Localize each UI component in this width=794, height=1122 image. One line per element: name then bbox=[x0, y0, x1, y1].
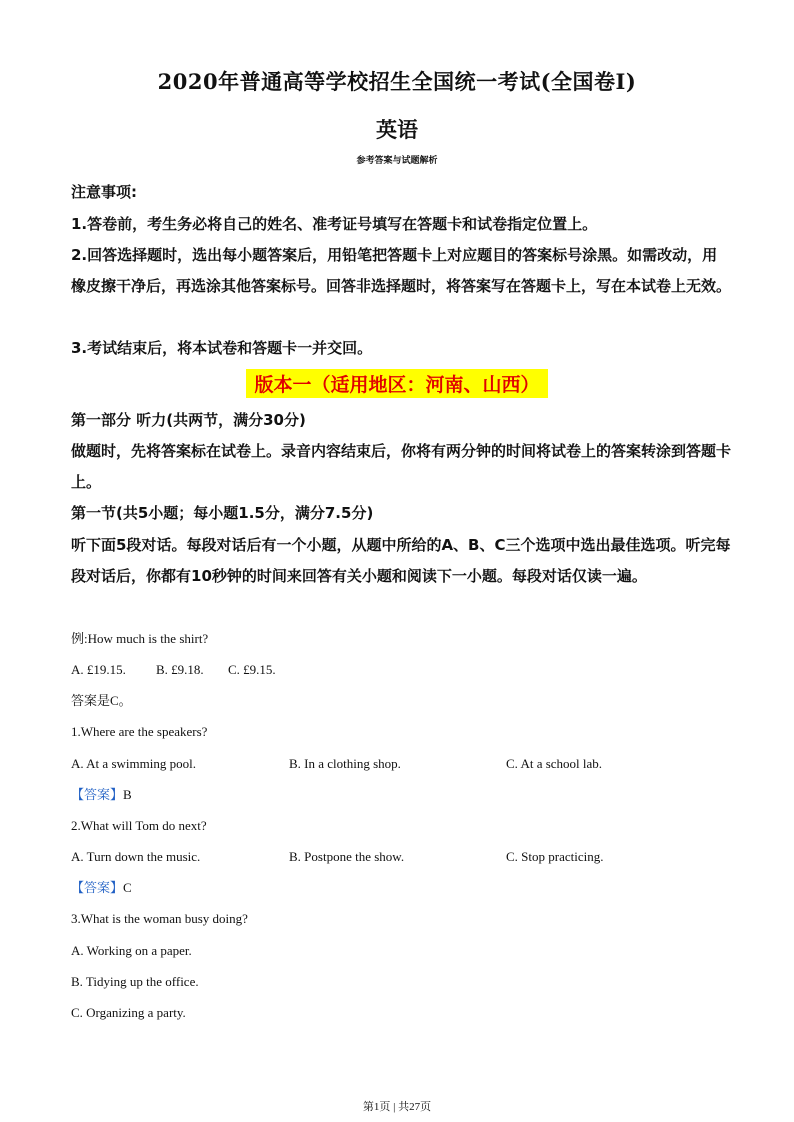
version-banner-row bbox=[0, 369, 794, 398]
section1-heading: 第一节(共5小题；每小题1.5分，满分7.5分) bbox=[71, 504, 374, 522]
q2-answer-tag: 【答案】 bbox=[71, 880, 124, 895]
note-item-3: 3.考试结束后，将本试卷和答题卡一并交回。 bbox=[71, 339, 373, 357]
section1-instruction: 听下面5段对话。每段对话后有一个小题，从题中所给的A、B、C三个选项中选出最佳选项。听完每段对话后，你都有10秒钟的时间来回答有关小题和阅读下一小题。每段对话仅读一遍。 bbox=[71, 536, 731, 585]
q3-option-b: B. Tidying up the office. bbox=[71, 974, 199, 989]
example-answer: 答案是C。 bbox=[71, 693, 132, 708]
version-banner: 版本一（适用地区：河南、山西） bbox=[246, 369, 547, 398]
note-item-1: 1.答卷前，考生务必将自己的姓名、准考证号填写在答题卡和试卷指定位置上。 bbox=[71, 215, 598, 233]
page-footer: 第1页 | 共27页 bbox=[362, 1101, 432, 1113]
question-1: 1.Where are the speakers? bbox=[71, 724, 208, 739]
question-3: 3.What is the woman busy doing? bbox=[71, 911, 248, 926]
q1-answer-value: B bbox=[123, 787, 132, 802]
q3-option-a: A. Working on a paper. bbox=[71, 943, 192, 958]
notes-heading: 注意事项: bbox=[71, 183, 137, 201]
q3-option-c: C. Organizing a party. bbox=[71, 1005, 186, 1020]
part1-heading: 第一部分 听力(共两节，满分30分) bbox=[71, 411, 306, 429]
q2-option-c: C. Stop practicing. bbox=[506, 849, 604, 864]
q2-answer-value: C bbox=[123, 880, 132, 895]
q1-answer bbox=[71, 786, 132, 804]
example-option-a: A. £19.15. bbox=[71, 662, 126, 677]
example-option-c: C. £9.15. bbox=[228, 662, 276, 677]
note-item-2: 2.回答选择题时，选出每小题答案后，用铅笔把答题卡上对应题目的答案标号涂黑。如需改动，用橡皮擦干净后，再选涂其他答案标号。回答非选择题时，将答案写在答题卡上，写在本试卷上无效。 bbox=[71, 246, 732, 295]
q1-option-b: B. In a clothing shop. bbox=[289, 756, 401, 771]
answer-analysis-subtitle: 参考答案与试题解析 bbox=[356, 156, 438, 166]
part1-instruction: 做题时，先将答案标在试卷上。录音内容结束后，你将有两分钟的时间将试卷上的答案转涂到答题卡上。 bbox=[71, 442, 732, 491]
q1-option-a: A. At a swimming pool. bbox=[71, 756, 196, 771]
exam-title: 2020年普通高等学校招生全国统一考试(全国卷I) bbox=[157, 69, 637, 94]
example-option-b: B. £9.18. bbox=[156, 662, 204, 677]
subject-title: 英语 bbox=[376, 117, 418, 142]
example-question: 例:How much is the shirt? bbox=[71, 631, 209, 646]
q1-option-c: C. At a school lab. bbox=[506, 756, 603, 771]
q2-answer bbox=[71, 879, 132, 897]
question-2: 2.What will Tom do next? bbox=[71, 818, 207, 833]
q2-option-b: B. Postpone the show. bbox=[289, 849, 405, 864]
q2-option-a: A. Turn down the music. bbox=[71, 849, 201, 864]
q1-answer-tag: 【答案】 bbox=[71, 787, 124, 802]
